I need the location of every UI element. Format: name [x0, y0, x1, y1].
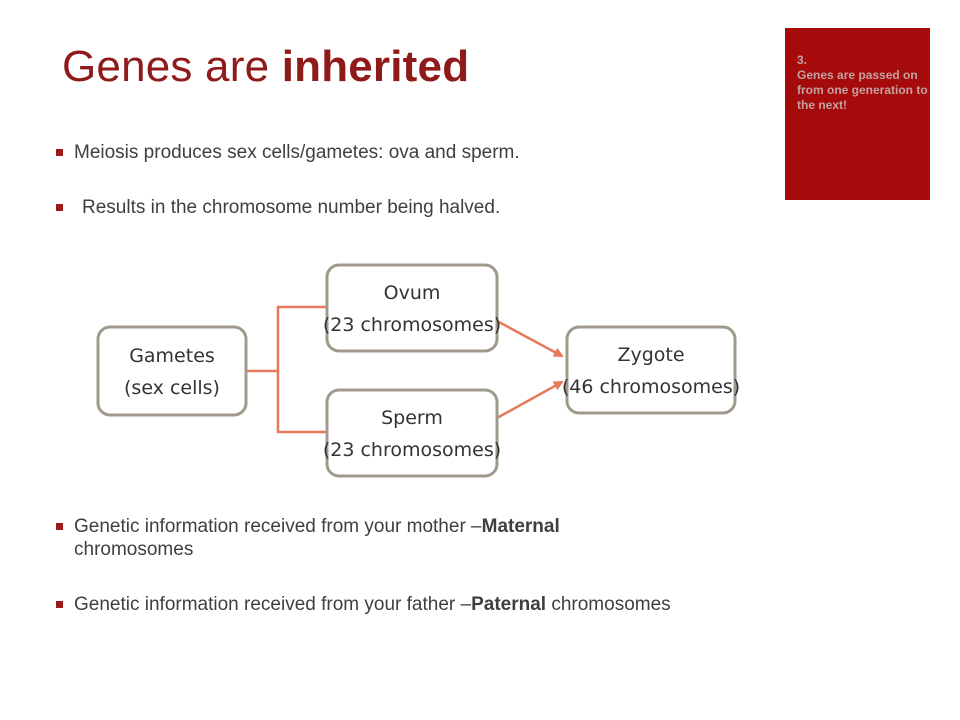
title-plain: Genes are	[62, 42, 282, 91]
node-sperm-box	[327, 390, 497, 476]
node-zygote-box	[567, 327, 735, 413]
bullet-text: Results in the chromosome number being halved.	[82, 197, 501, 218]
node-sperm-line2: (23 chromosomes)	[322, 439, 502, 461]
maternal-text: Genetic information received from your mother –	[74, 516, 482, 537]
node-gametes	[98, 327, 246, 415]
node-sperm-line1: Sperm	[381, 407, 443, 429]
node-zygote	[562, 327, 740, 413]
bullet-paternal	[56, 593, 936, 616]
note-body: Genes are passed on from one generation to the next!	[797, 68, 928, 112]
title-bold: inherited	[281, 42, 470, 91]
paternal-term: Paternal	[471, 594, 547, 615]
node-gametes-line1: Gametes	[129, 345, 215, 367]
node-zygote-line1: Zygote	[617, 344, 685, 366]
maternal-term: Maternal	[481, 516, 560, 537]
bullet-text: Meiosis produces sex cells/gametes: ova and sperm.	[74, 142, 520, 163]
node-ovum	[323, 265, 501, 351]
connector-to-sperm	[278, 371, 327, 432]
bullet-marker	[56, 523, 63, 530]
node-ovum-box	[327, 265, 497, 351]
connector-to-ovum	[278, 307, 327, 371]
bullet-maternal	[56, 515, 796, 561]
bullet-text	[56, 515, 796, 561]
node-ovum-line1: Ovum	[383, 282, 441, 304]
node-ovum-line2: (23 chromosomes)	[322, 314, 502, 336]
bullet-text	[56, 593, 936, 616]
node-sperm	[323, 390, 501, 476]
node-gametes-line2: (sex cells)	[124, 377, 220, 399]
note-number: 3.	[797, 53, 808, 67]
paternal-tail: chromosomes	[546, 594, 671, 615]
paternal-text: Genetic information received from your father –	[74, 594, 472, 615]
maternal-tail: chromosomes	[74, 539, 194, 560]
bullet-marker	[56, 601, 63, 608]
node-gametes-box	[98, 327, 246, 415]
arrow-sperm-to-zygote	[497, 382, 562, 418]
arrow-ovum-to-zygote	[497, 321, 562, 356]
node-zygote-line2: (46 chromosomes)	[561, 376, 741, 398]
